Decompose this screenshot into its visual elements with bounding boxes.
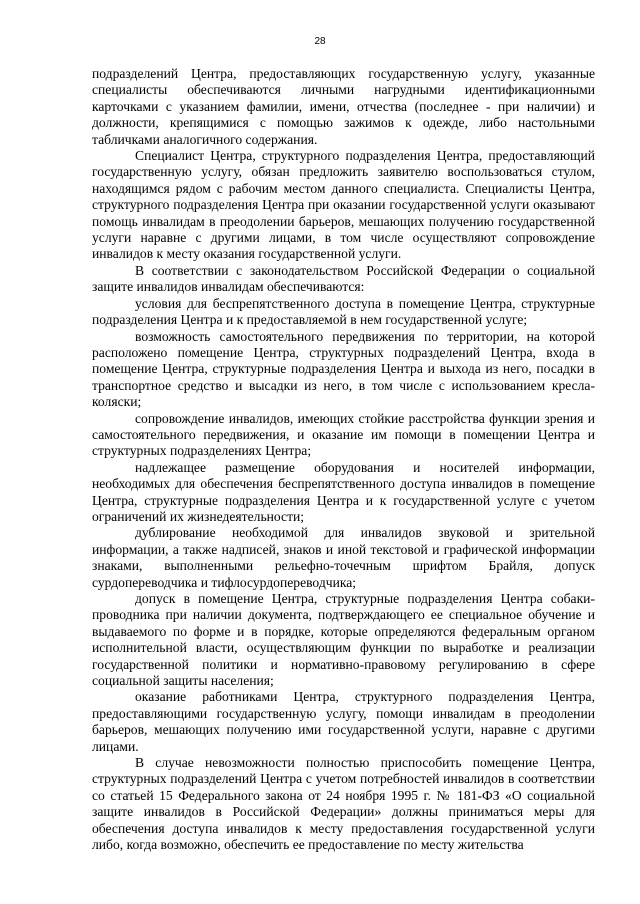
body-text: [92, 66, 595, 854]
page-number: 28: [314, 36, 326, 47]
paragraph: подразделений Центра, предоставляющих государственную услугу, указанные специалисты обеспечиваются личными нагрудными идентификационными карточками с указанием фамилии, имени, отчества (последнее - при наличии) и должности, крепящимися с помощью зажимов к одежде, либо настольными табличками аналогичного содержания.: [92, 66, 595, 147]
paragraph: возможность самостоятельного передвижения по территории, на которой расположено помещение Центра, структурных подразделений Центра, входа в помещение Центра, структурные подразделения Центра и выхода из него, посадки в транспортное средство и высадки из него, в том числе с использованием кресла-коляски;: [92, 328, 595, 410]
paragraph: дублирование необходимой для инвалидов звуковой и зрительной информации, а также надписей, знаков и иной текстовой и графической информации знаками, выполненными рельефно-точечным шрифтом Брайля, допуск сурдопереводчика и тифлосурдопереводчика;: [92, 525, 595, 590]
paragraph: сопровождение инвалидов, имеющих стойкие расстройства функции зрения и самостоятельного передвижения, и оказание им помощи в помещении Центра и структурных подразделениях Центра;: [92, 410, 595, 459]
paragraph: Специалист Центра, структурного подразделения Центра, предоставляющий государственную услугу, обязан предложить заявителю воспользоваться стулом, находящимся рядом с рабочим местом данного специалиста. Специалисты Центра, структурного подразделения Центра при оказании государственной услуги оказывают помощь инвалидам в преодолении барьеров, мешающих получению государственной услуги наравне с другими лицами, в том числе осуществляют сопровождение инвалидов к месту оказания государственной услуги.: [92, 148, 595, 262]
paragraph: условия для беспрепятственного доступа в помещение Центра, структурные подразделения Центра и к предоставляемой в нем государственной услуге;: [92, 295, 595, 328]
paragraph: В соответствии с законодательством Российской Федерации о социальной защите инвалидов инвалидам обеспечиваются:: [92, 262, 595, 295]
paragraph: В случае невозможности полностью приспособить помещение Центра, структурных подразделений Центра с учетом потребностей инвалидов в соответствии со статьей 15 Федерального закона от 24 ноября 1995 г. № 181-ФЗ «О социальной защите инвалидов в Российской Федерации» должны приниматься меры для обеспечения доступа инвалидов к месту предоставления государственной услуги либо, когда возможно, обеспечить ее предоставление по месту жительства: [92, 755, 595, 853]
paragraph: надлежащее размещение оборудования и носителей информации, необходимых для обеспечения беспрепятственного доступа инвалидов в помещение Центра, структурные подразделения Центра и к государственной услуге с учетом ограничений их жизнедеятельности;: [92, 459, 595, 524]
paragraph: допуск в помещение Центра, структурные подразделения Центра собаки-проводника при наличии документа, подтверждающего ее специальное обучение и выдаваемого по форме и в порядке, которые определяются федеральным органом исполнительной власти, осуществляющим функции по выработке и реализации государственной политики и нормативно-правовому регулированию в сфере социальной защиты населения;: [92, 591, 595, 689]
paragraph: оказание работниками Центра, структурного подразделения Центра, предоставляющими государственную услугу, помощи инвалидам в преодолении барьеров, мешающих получению ими государственной услуги, наравне с другими лицами.: [92, 689, 595, 754]
